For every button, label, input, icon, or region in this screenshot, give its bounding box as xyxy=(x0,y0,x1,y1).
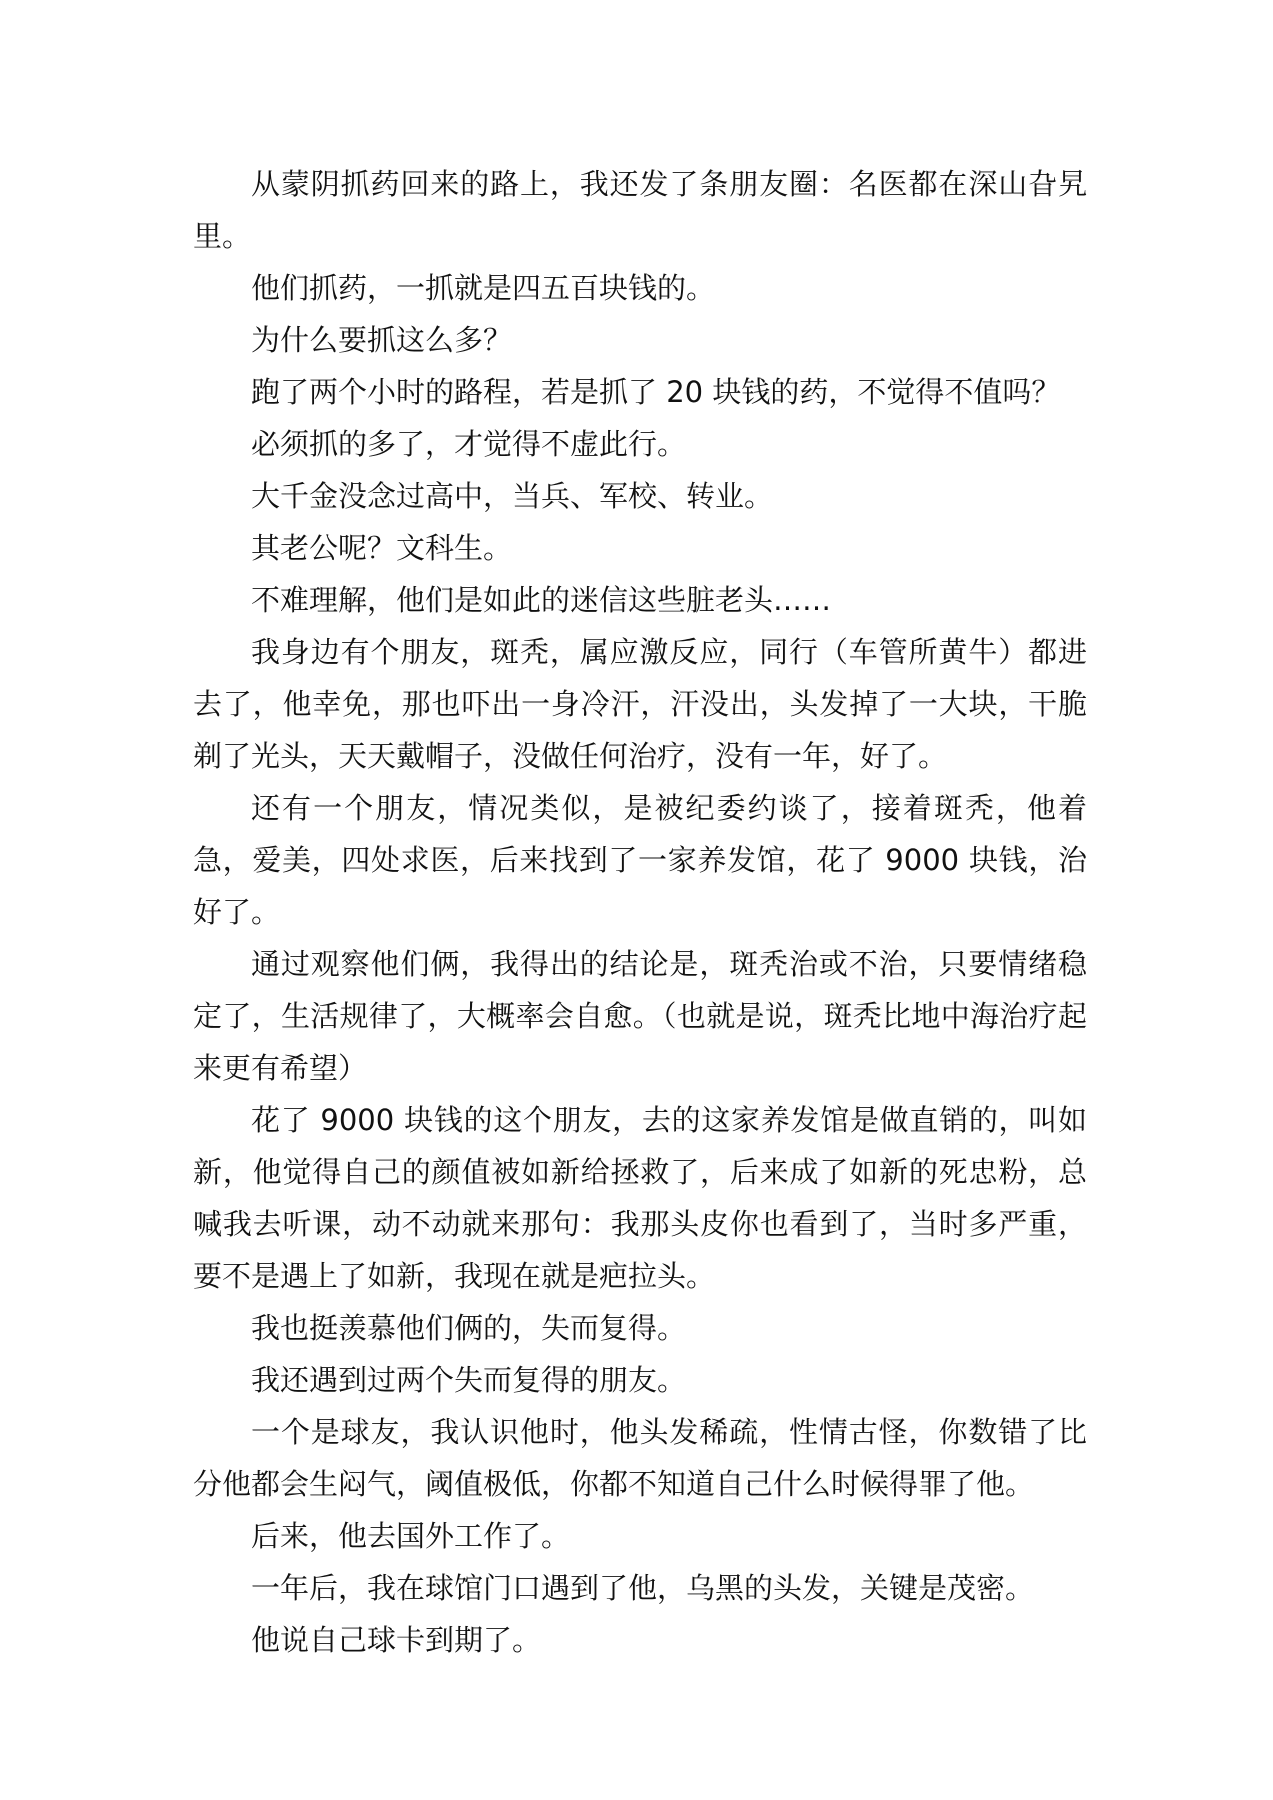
paragraph: 通过观察他们俩，我得出的结论是，斑秃治或不治，只要情绪稳定了，生活规律了，大概率会自愈。（也就是说，斑秃比地中海治疗起来更有希望） xyxy=(193,947,1087,1085)
paragraph: 我也挺羡慕他们俩的，失而复得。 xyxy=(251,1311,687,1345)
paragraph: 花了 9000 块钱的这个朋友，去的这家养发馆是做直销的，叫如新，他觉得自己的颜值被如新给拯救了，后来成了如新的死忠粉，总喊我去听课，动不动就来那句：我那头皮你也看到了，当时多严重，要不是遇上了如新，我现在就是疤拉头。 xyxy=(193,1103,1087,1293)
paragraph: 一个是球友，我认识他时，他头发稀疏，性情古怪，你数错了比分他都会生闷气，阈值极低，你都不知道自己什么时候得罪了他。 xyxy=(193,1415,1087,1501)
paragraph: 一年后，我在球馆门口遇到了他，乌黑的头发，关键是茂密。 xyxy=(251,1571,1035,1605)
paragraph: 不难理解，他们是如此的迷信这些脏老头…… xyxy=(251,583,832,617)
paragraph: 还有一个朋友，情况类似，是被纪委约谈了，接着斑秃，他着急，爱美，四处求医，后来找到了一家养发馆，花了 9000 块钱，治好了。 xyxy=(193,791,1087,929)
paragraph: 我身边有个朋友，斑秃，属应激反应，同行（车管所黄牛）都进去了，他幸免，那也吓出一身冷汗，汗没出，头发掉了一大块，干脆剃了光头，天天戴帽子，没做任何治疗，没有一年，好了。 xyxy=(193,635,1087,773)
paragraph: 跑了两个小时的路程，若是抓了 20 块钱的药，不觉得不值吗？ xyxy=(251,375,1061,409)
paragraph: 他们抓药，一抓就是四五百块钱的。 xyxy=(251,271,716,305)
paragraph: 大千金没念过高中，当兵、军校、转业。 xyxy=(251,479,774,513)
document-page xyxy=(193,158,1087,1666)
paragraph: 从蒙阴抓药回来的路上，我还发了条朋友圈：名医都在深山旮旯里。 xyxy=(193,167,1087,253)
paragraph: 我还遇到过两个失而复得的朋友。 xyxy=(251,1363,687,1397)
paragraph: 其老公呢？文科生。 xyxy=(251,531,513,565)
paragraph: 为什么要抓这么多？ xyxy=(251,323,513,357)
paragraph: 必须抓的多了，才觉得不虚此行。 xyxy=(251,427,687,461)
paragraph: 他说自己球卡到期了。 xyxy=(251,1623,542,1657)
paragraph: 后来，他去国外工作了。 xyxy=(251,1519,571,1553)
